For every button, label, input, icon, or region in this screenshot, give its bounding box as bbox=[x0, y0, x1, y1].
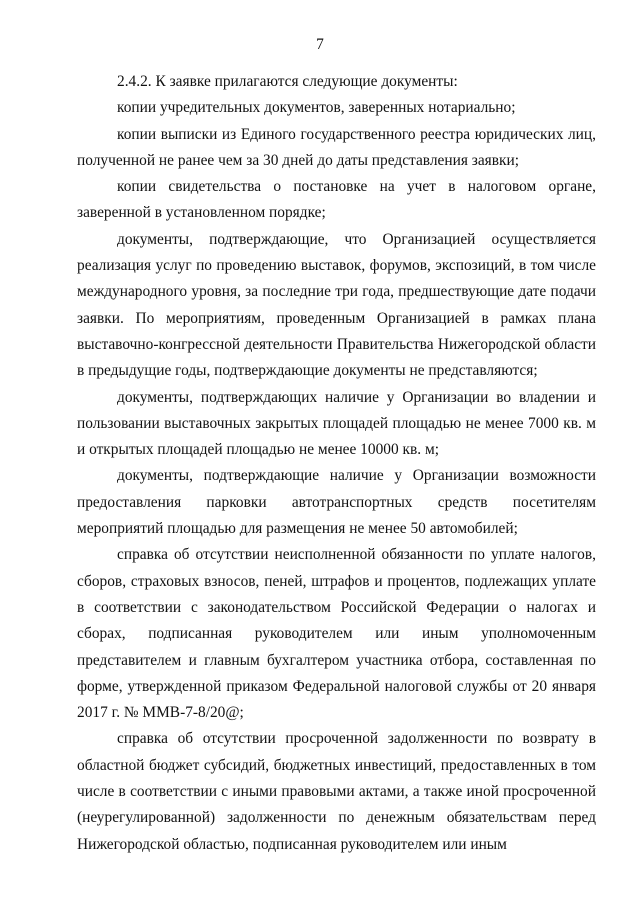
paragraph-exhibition-services: документы, подтверждающие, что Организацией осуществляется реализация услуг по проведению выставок, форумов, экспозиций, в том числе международного уровня, за последние три года, предшествующие дате подачи заявки. По мероприятиям, проведенным Организацией в рамках плана выставочно-конгрессной деятельности Правительства Нижегородской области в предыдущие годы, подтверждающие документы не представляются; bbox=[77, 230, 596, 380]
page-number: 7 bbox=[316, 36, 324, 53]
paragraph-budget-debt-certificate: справка об отсутствии просроченной задолженности по возврату в областной бюджет субсидий, бюджетных инвестиций, предоставленных в том числе в соответствии с иными правовыми актами, а также иной просроченной (неурегулированной) задолженности по денежным обязательствам перед Нижегородской областью, подписанная руководителем или иным bbox=[77, 730, 596, 853]
paragraph-founding-documents: копии учредительных документов, заверенных нотариально; bbox=[117, 99, 516, 117]
paragraph-exhibition-areas: документы, подтверждающих наличие у Организации во владении и пользовании выставочных закрытых площадей площадью не менее 7000 кв. м и открытых площадей площадью не менее 10000 кв. м; bbox=[77, 388, 596, 459]
paragraph-tax-debt-certificate: справка об отсутствии неисполненной обязанности по уплате налогов, сборов, страховых взносов, пеней, штрафов и процентов, подлежащих уплате в соответствии с законодательством Российской Федерации о налогах и сборах, подписанная руководителем или иным уполномоченным представителем и главным бухгалтером участника отбора, составленная по форме, утвержденной приказом Федеральной налоговой службы от 20 января 2017 г. № ММВ-7-8/20@; bbox=[77, 546, 596, 722]
paragraph-tax-registration: копии свидетельства о постановке на учет в налоговом органе, заверенной в установленном порядке; bbox=[77, 178, 596, 222]
paragraph-registry-extract: копии выписки из Единого государственного реестра юридических лиц, полученной не ранее чем за 30 дней до даты представления заявки; bbox=[77, 125, 596, 169]
paragraph-section-heading: 2.4.2. К заявке прилагаются следующие документы: bbox=[117, 73, 458, 90]
paragraph-parking: документы, подтверждающие наличие у Организации возможности предоставления парковки автотранспортных средств посетителям мероприятий площадью для размещения не менее 50 автомобилей; bbox=[77, 467, 596, 538]
document-body bbox=[77, 69, 596, 858]
